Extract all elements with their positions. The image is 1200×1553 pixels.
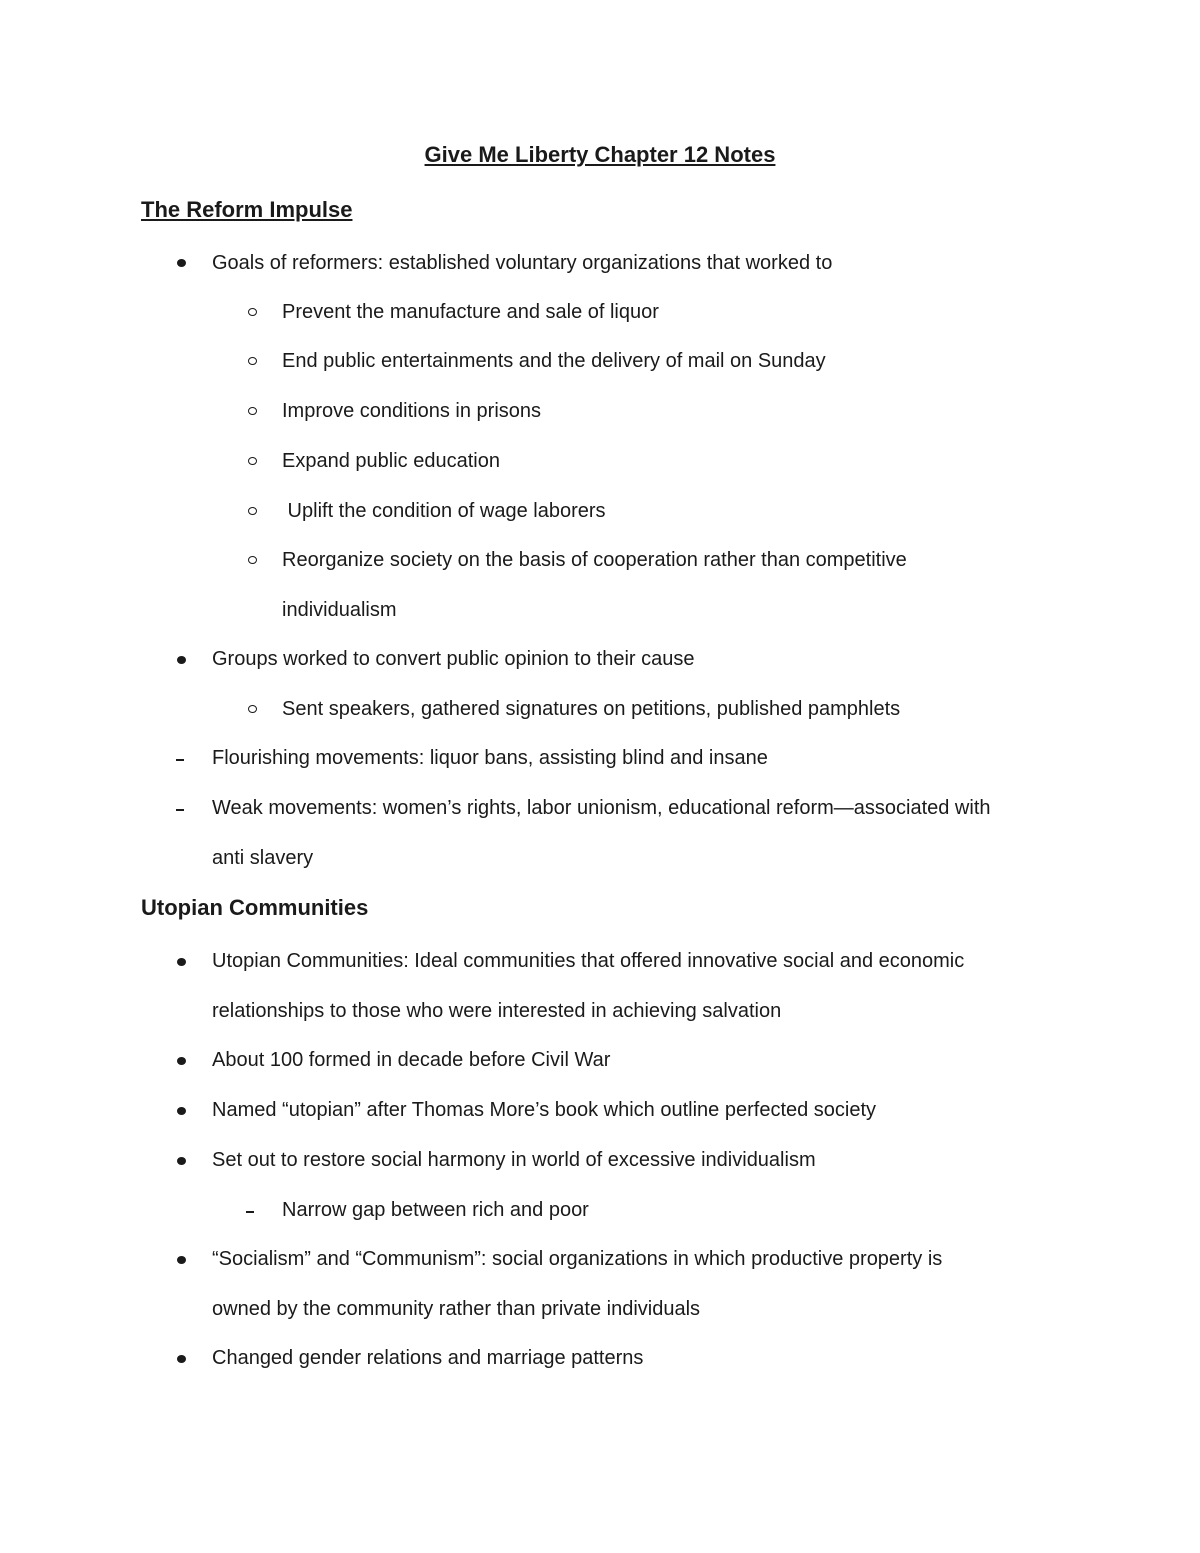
bullet-circle-icon [248,556,257,564]
list-item: Set out to restore social harmony in world of excessive individualism [212,1149,816,1171]
list-item-continuation: relationships to those who were interested in achieving salvation [212,1000,782,1022]
list-item: Reorganize society on the basis of cooperation rather than competitive [282,549,907,571]
bullet-dot-icon [177,1157,186,1165]
list-item: Goals of reformers: established voluntary organizations that worked to [212,252,833,274]
list-item: Expand public education [282,450,500,472]
list-item: Changed gender relations and marriage patterns [212,1347,644,1369]
list-item: Named “utopian” after Thomas More’s book which outline perfected society [212,1099,877,1121]
list-item: Improve conditions in prisons [282,400,542,422]
bullet-circle-icon [248,308,257,316]
list-item: Sent speakers, gathered signatures on petitions, published pamphlets [282,698,901,720]
bullet-circle-icon [248,705,257,713]
section-heading-utopian-communities: Utopian Communities [141,895,369,920]
bullet-dash-icon [176,759,184,761]
bullet-dash-icon [176,809,184,811]
bullet-dot-icon [177,1355,186,1363]
bullet-circle-icon [248,407,257,415]
list-item-continuation: anti slavery [212,847,314,869]
bullet-dot-icon [177,1057,186,1065]
bullet-circle-icon [248,357,257,365]
bullet-dot-icon [177,958,186,966]
list-item: About 100 formed in decade before Civil War [212,1049,611,1071]
list-item: Weak movements: women’s rights, labor unionism, educational reform—associated with [212,797,991,819]
list-item: Uplift the condition of wage laborers [282,500,606,522]
bullet-dot-icon [177,656,186,664]
bullet-circle-icon [248,507,257,515]
list-item-continuation: owned by the community rather than private individuals [212,1298,701,1320]
list-item: End public entertainments and the delivery of mail on Sunday [282,350,826,372]
list-item: Narrow gap between rich and poor [282,1199,589,1221]
bullet-dash-icon [246,1211,254,1213]
bullet-dot-icon [177,1107,186,1115]
bullet-dot-icon [177,259,186,267]
list-item-continuation: individualism [282,599,397,621]
list-item: Flourishing movements: liquor bans, assisting blind and insane [212,747,768,769]
document-title: Give Me Liberty Chapter 12 Notes [424,142,776,167]
bullet-circle-icon [248,457,257,465]
section-heading-reform-impulse: The Reform Impulse [141,197,353,222]
bullet-dot-icon [177,1256,186,1264]
list-item: Groups worked to convert public opinion to their cause [212,648,695,670]
list-item: Utopian Communities: Ideal communities that offered innovative social and economic [212,950,965,972]
list-item: “Socialism” and “Communism”: social organizations in which productive property is [212,1248,943,1270]
list-item: Prevent the manufacture and sale of liquor [282,301,659,323]
